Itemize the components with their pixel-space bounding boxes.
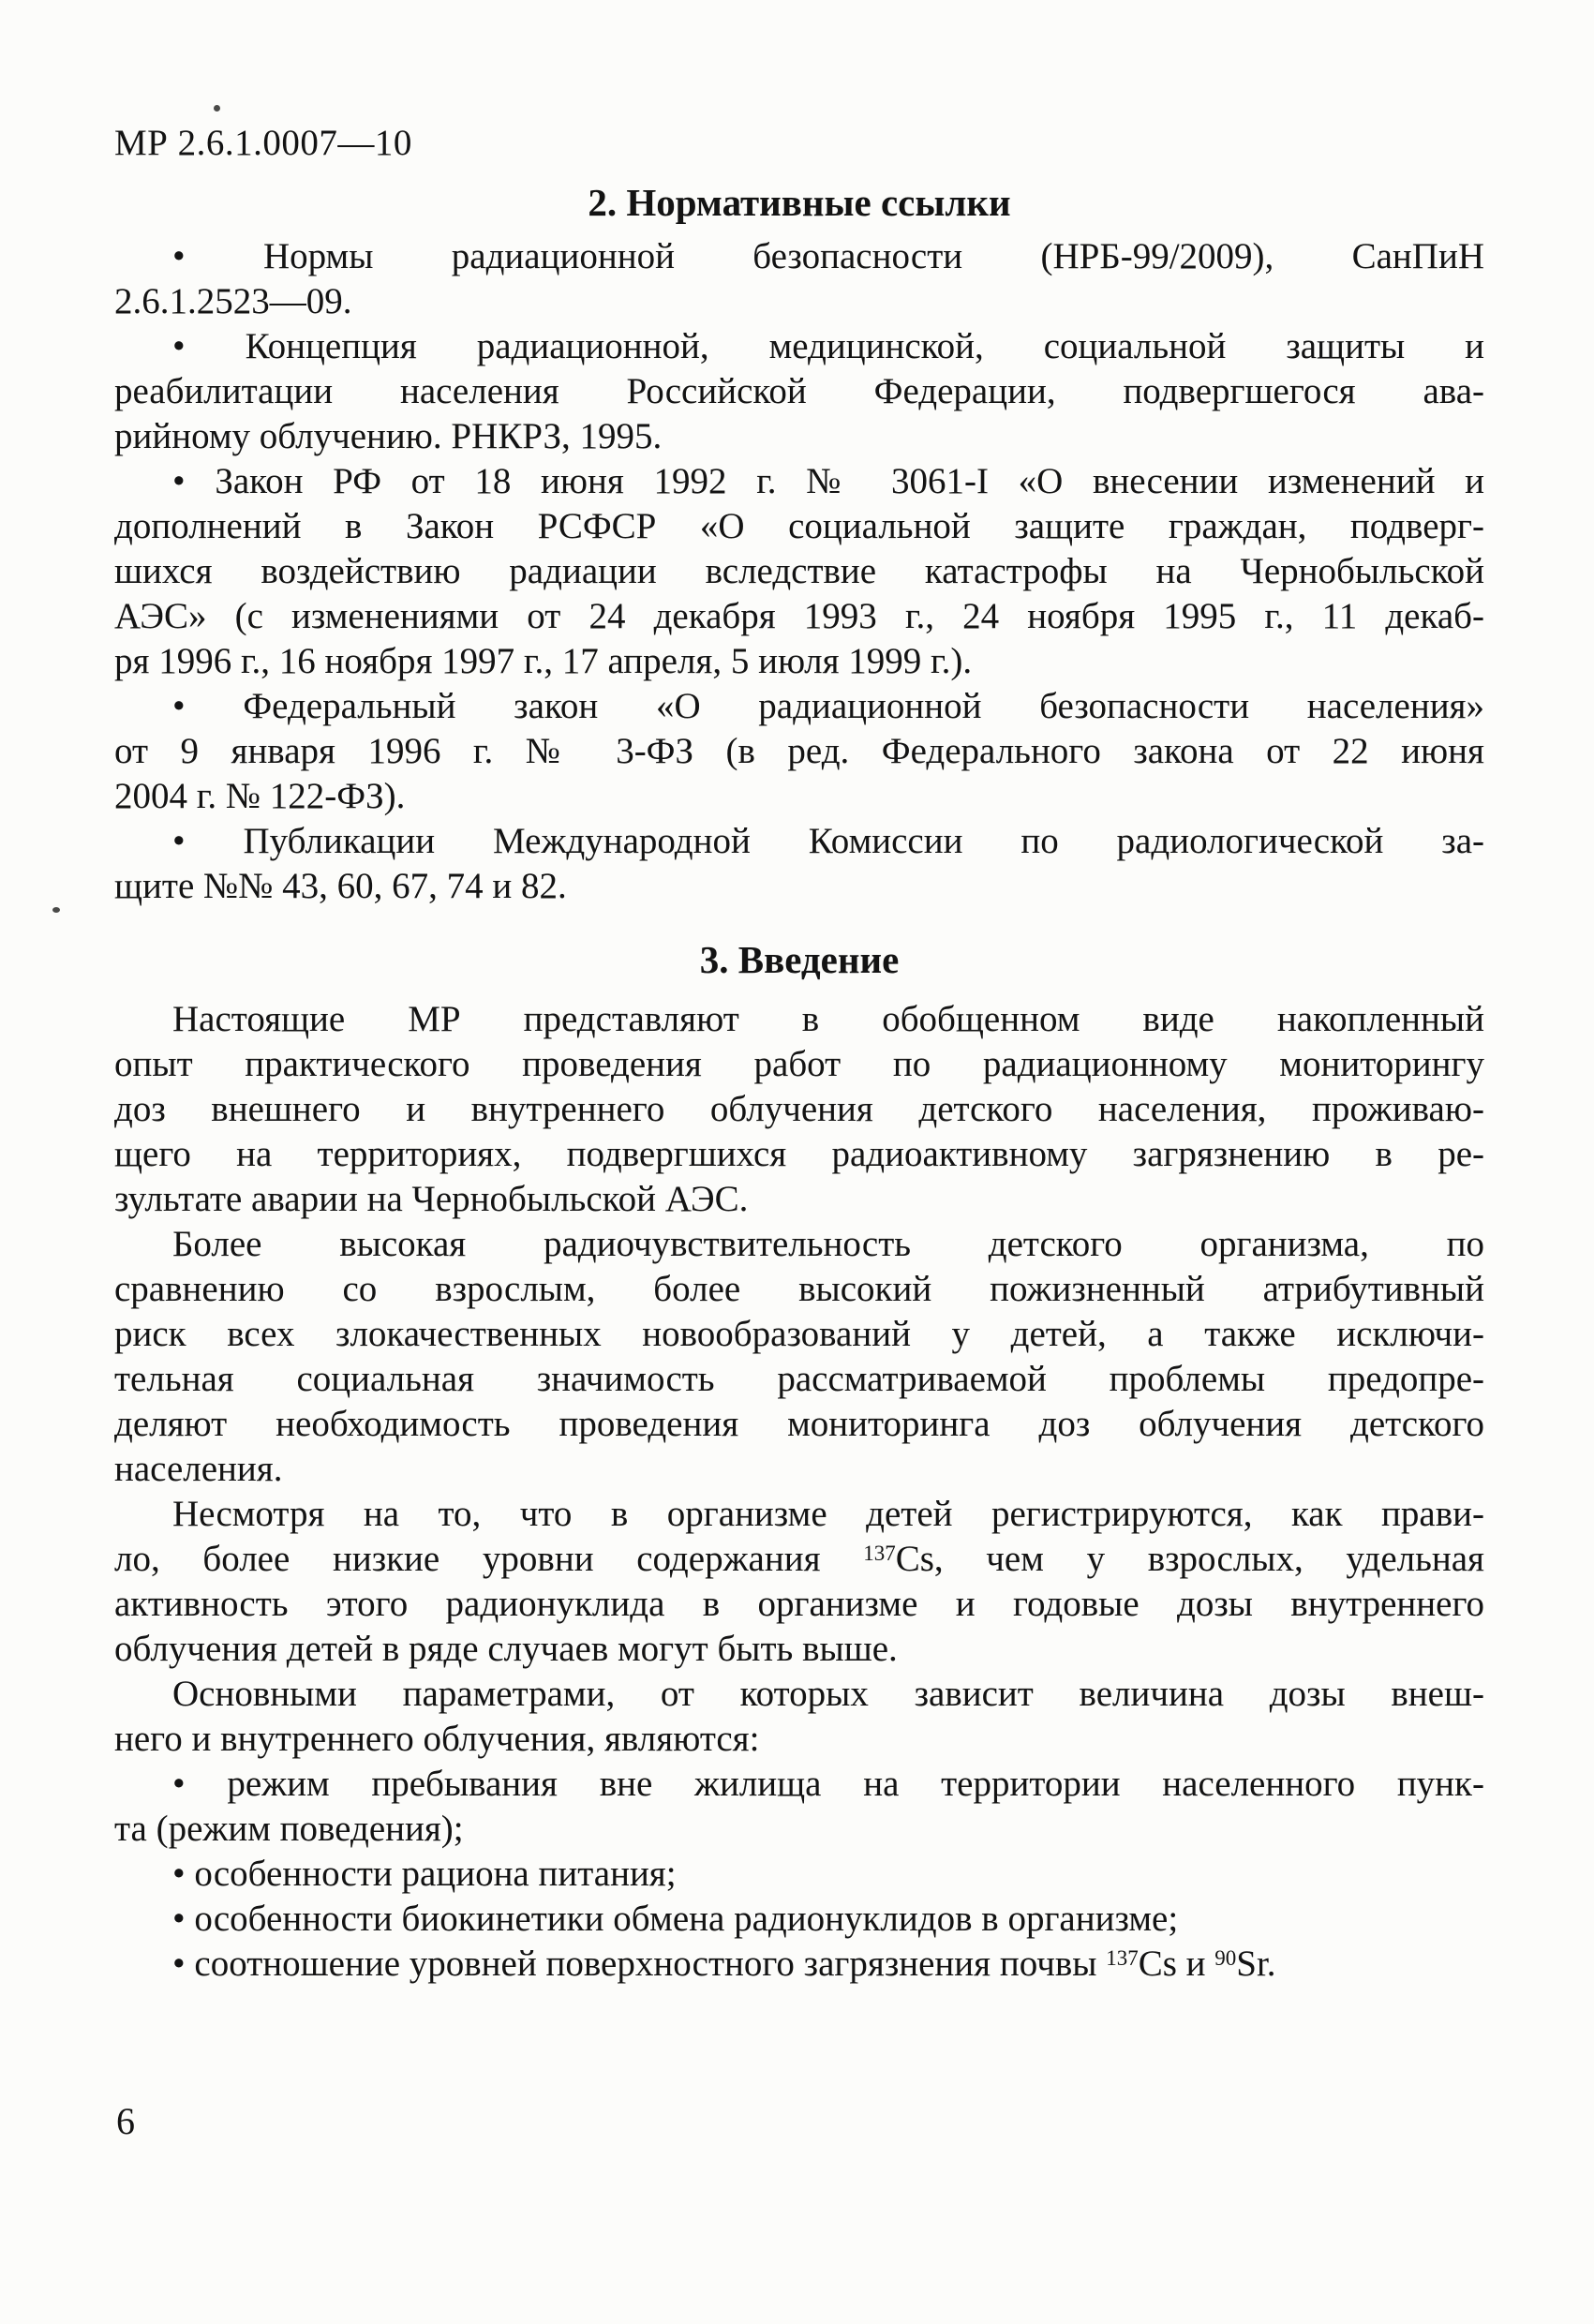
text-line: активность этого радионуклида в организме и годовые дозы внутреннего: [114, 1584, 1484, 1624]
intro-paragraph-2: [114, 1222, 1484, 1492]
text-line: • Федеральный закон «О радиационной безопасности населения»: [172, 686, 1484, 726]
text-line: дополнений в Закон РСФСР «О социальной защите граждан, подверг-: [114, 506, 1484, 546]
text-line: тельная социальная значимость рассматриваемой проблемы предопре-: [114, 1359, 1484, 1399]
intro-paragraph-1: [114, 997, 1484, 1222]
text-line: щите №№ 43, 60, 67, 74 и 82.: [114, 866, 567, 906]
reference-item-4: [114, 684, 1484, 819]
factor-bullet-item-2: [114, 1852, 1484, 1897]
text-line: та (режим поведения);: [114, 1809, 464, 1849]
text-line: доз внешнего и внутреннего облучения детского населения, проживаю-: [114, 1089, 1484, 1129]
text-line: ло, более низкие уровни содержания $^{137}$Cs, чем у взрослых, удельная: [114, 1539, 1484, 1579]
page-number: 6: [116, 2100, 135, 2142]
text-line: • особенности рациона питания;: [172, 1854, 677, 1894]
intro-paragraph-4: [114, 1672, 1484, 1762]
text-line: опыт практического проведения работ по радиационному мониторингу: [114, 1044, 1484, 1084]
text-line: 2.6.1.2523—09.: [114, 281, 352, 321]
text-line: • Концепция радиационной, медицинской, социальной защиты и: [172, 326, 1484, 366]
scan-speck-1: [214, 105, 220, 112]
factor-bullet-item-4: [114, 1942, 1484, 1987]
text-line: • Публикации Международной Комиссии по радиологической за-: [172, 821, 1484, 861]
factor-bullet-item-1: [114, 1762, 1484, 1852]
text-line: • особенности биокинетики обмена радионуклидов в организме;: [172, 1899, 1179, 1939]
superscript-mass-number: 137: [1106, 1946, 1139, 1970]
text-line: Настоящие МР представляют в обобщенном виде накопленный: [172, 999, 1484, 1039]
text-line: • соотношение уровней поверхностного загрязнения почвы $^{137}$Cs и $^{90}$Sr.: [172, 1944, 1276, 1984]
text-line: него и внутреннего облучения, являются:: [114, 1719, 760, 1759]
factor-bullet-item-3: [114, 1897, 1484, 1942]
text-line: сравнению со взрослым, более высокий пожизненный атрибутивный: [114, 1269, 1484, 1309]
text-line: ря 1996 г., 16 ноября 1997 г., 17 апреля, 5 июля 1999 г.).: [114, 641, 973, 681]
text-line: рийному облучению. РНКРЗ, 1995.: [114, 416, 663, 456]
text-line: щего на территориях, подвергшихся радиоактивному загрязнению в ре-: [114, 1134, 1484, 1174]
document-code: МР 2.6.1.0007—10: [114, 123, 412, 163]
text-line: • режим пребывания вне жилища на территории населенного пунк-: [172, 1764, 1484, 1804]
text-line: реабилитации населения Российской Федерации, подвергшегося ава-: [114, 371, 1484, 411]
section-normative-references: [114, 178, 1484, 909]
text-line: зультате аварии на Чернобыльской АЭС.: [114, 1179, 749, 1219]
section-title-introduction: 3. Введение: [699, 938, 900, 981]
superscript-mass-number: 90: [1214, 1946, 1237, 1970]
text-block: [114, 120, 1484, 1987]
text-line: Несмотря на то, что в организме детей регистрируются, как прави-: [172, 1494, 1484, 1534]
text-line: Более высокая радиочувствительность детского организма, по: [172, 1224, 1484, 1264]
text-line: риск всех злокачественных новообразований у детей, а также исключи-: [114, 1314, 1484, 1354]
section-introduction: [114, 935, 1484, 1987]
text-line: • Закон РФ от 18 июня 1992 г. № 3061-I «О внесении изменений и: [172, 461, 1484, 501]
section-title-references: 2. Нормативные ссылки: [588, 181, 1011, 224]
reference-item-3: [114, 459, 1484, 684]
text-line: Основными параметрами, от которых зависит величина дозы внеш-: [172, 1674, 1484, 1714]
text-line: деляют необходимость проведения мониторинга доз облучения детского: [114, 1404, 1484, 1444]
scan-speck-2: [52, 907, 60, 913]
reference-item-1: [114, 234, 1484, 324]
text-line: 2004 г. № 122-ФЗ).: [114, 776, 406, 816]
text-line: АЭС» (с изменениями от 24 декабря 1993 г., 24 ноября 1995 г., 11 декаб-: [114, 596, 1484, 636]
text-line: облучения детей в ряде случаев могут быть выше.: [114, 1629, 898, 1669]
reference-item-5: [114, 819, 1484, 909]
text-line: населения.: [114, 1449, 283, 1489]
text-line: от 9 января 1996 г. № 3-ФЗ (в ред. Федерального закона от 22 июня: [114, 731, 1484, 771]
superscript-mass-number: 137: [863, 1542, 896, 1565]
intro-paragraph-3: [114, 1492, 1484, 1672]
text-line: шихся воздействию радиации вследствие катастрофы на Чернобыльской: [114, 551, 1484, 591]
text-line: • Нормы радиационной безопасности (НРБ-99/2009), СанПиН: [172, 236, 1484, 276]
reference-item-2: [114, 324, 1484, 459]
